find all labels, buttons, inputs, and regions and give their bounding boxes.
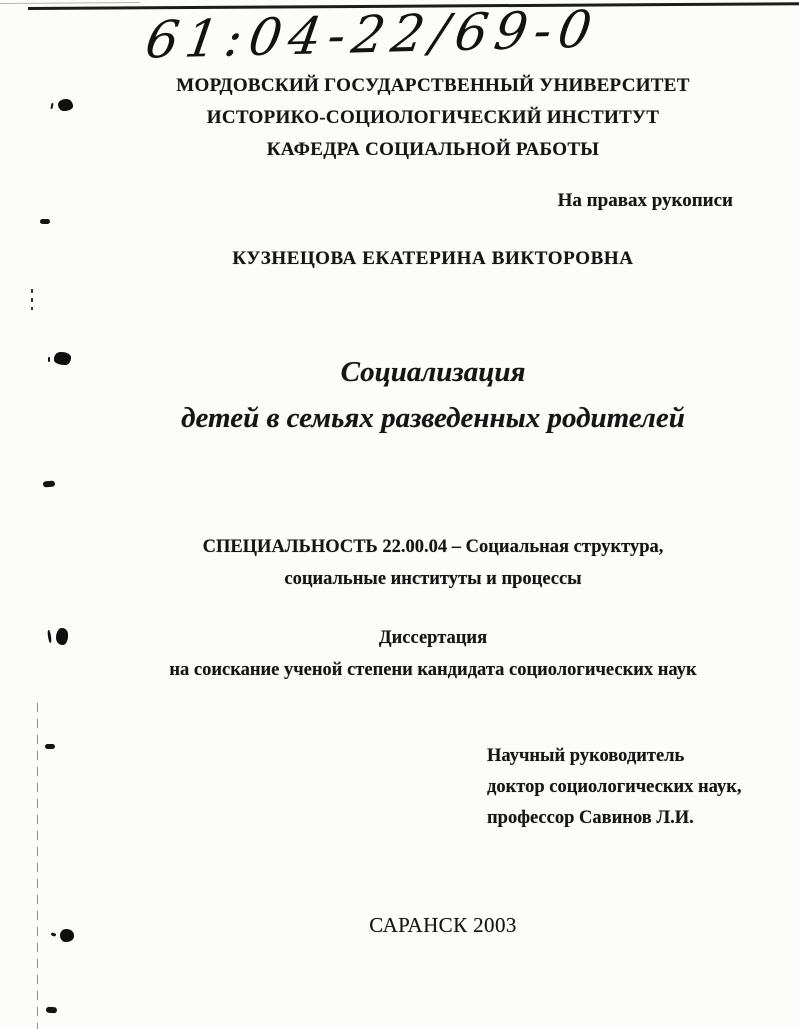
advisor-name: профессор Савинов Л.И. — [487, 808, 694, 828]
scan-edge-faint-line — [0, 2, 140, 4]
ink-dash — [40, 219, 50, 224]
title-line-2: детей в семьях разведенных родителей — [181, 402, 685, 434]
ink-dash — [46, 1007, 57, 1014]
author-name: КУЗНЕЦОВА ЕКАТЕРИНА ВИКТОРОВНА — [232, 248, 634, 269]
manuscript-rights-note: На правах рукописи — [557, 190, 733, 211]
university-header — [78, 70, 788, 166]
title-line-1: Социализация — [340, 356, 526, 388]
ink-smudge — [56, 628, 68, 645]
ink-dotted-mark — [31, 289, 33, 310]
thesis-type-block — [78, 623, 788, 686]
advisor-block — [487, 741, 757, 834]
ink-smudge — [60, 929, 74, 942]
institute-name: ИСТОРИКО-СОЦИОЛОГИЧЕСКИЙ ИНСТИТУТ — [206, 107, 660, 128]
handwritten-accession-number: 61:04-22/69-0 — [141, 0, 603, 71]
thesis-degree-subtitle: на соискание ученой степени кандидата социологических наук — [169, 659, 697, 680]
specialty-line-2: социальные институты и процессы — [284, 568, 582, 589]
specialty-line-1: СПЕЦИАЛЬНОСТЬ 22.00.04 – Социальная структура, — [202, 537, 664, 557]
thesis-type: Диссертация — [378, 628, 488, 648]
dissertation-title — [78, 349, 788, 441]
advisor-degree: доктор социологических наук, — [487, 777, 742, 797]
university-name: МОРДОВСКИЙ ГОСУДАРСТВЕННЫЙ УНИВЕРСИТЕТ — [176, 75, 690, 96]
city-year: САРАНСК 2003 — [369, 913, 517, 937]
scan-binding-line — [37, 703, 38, 1029]
ink-smudge — [54, 352, 71, 365]
ink-dash — [45, 744, 55, 749]
department-name: КАФЕДРА СОЦИАЛЬНОЙ РАБОТЫ — [266, 139, 600, 160]
ink-smudge — [58, 99, 73, 111]
specialty-block — [78, 532, 788, 595]
ink-dash — [43, 481, 55, 488]
advisor-label: Научный руководитель — [487, 746, 685, 766]
